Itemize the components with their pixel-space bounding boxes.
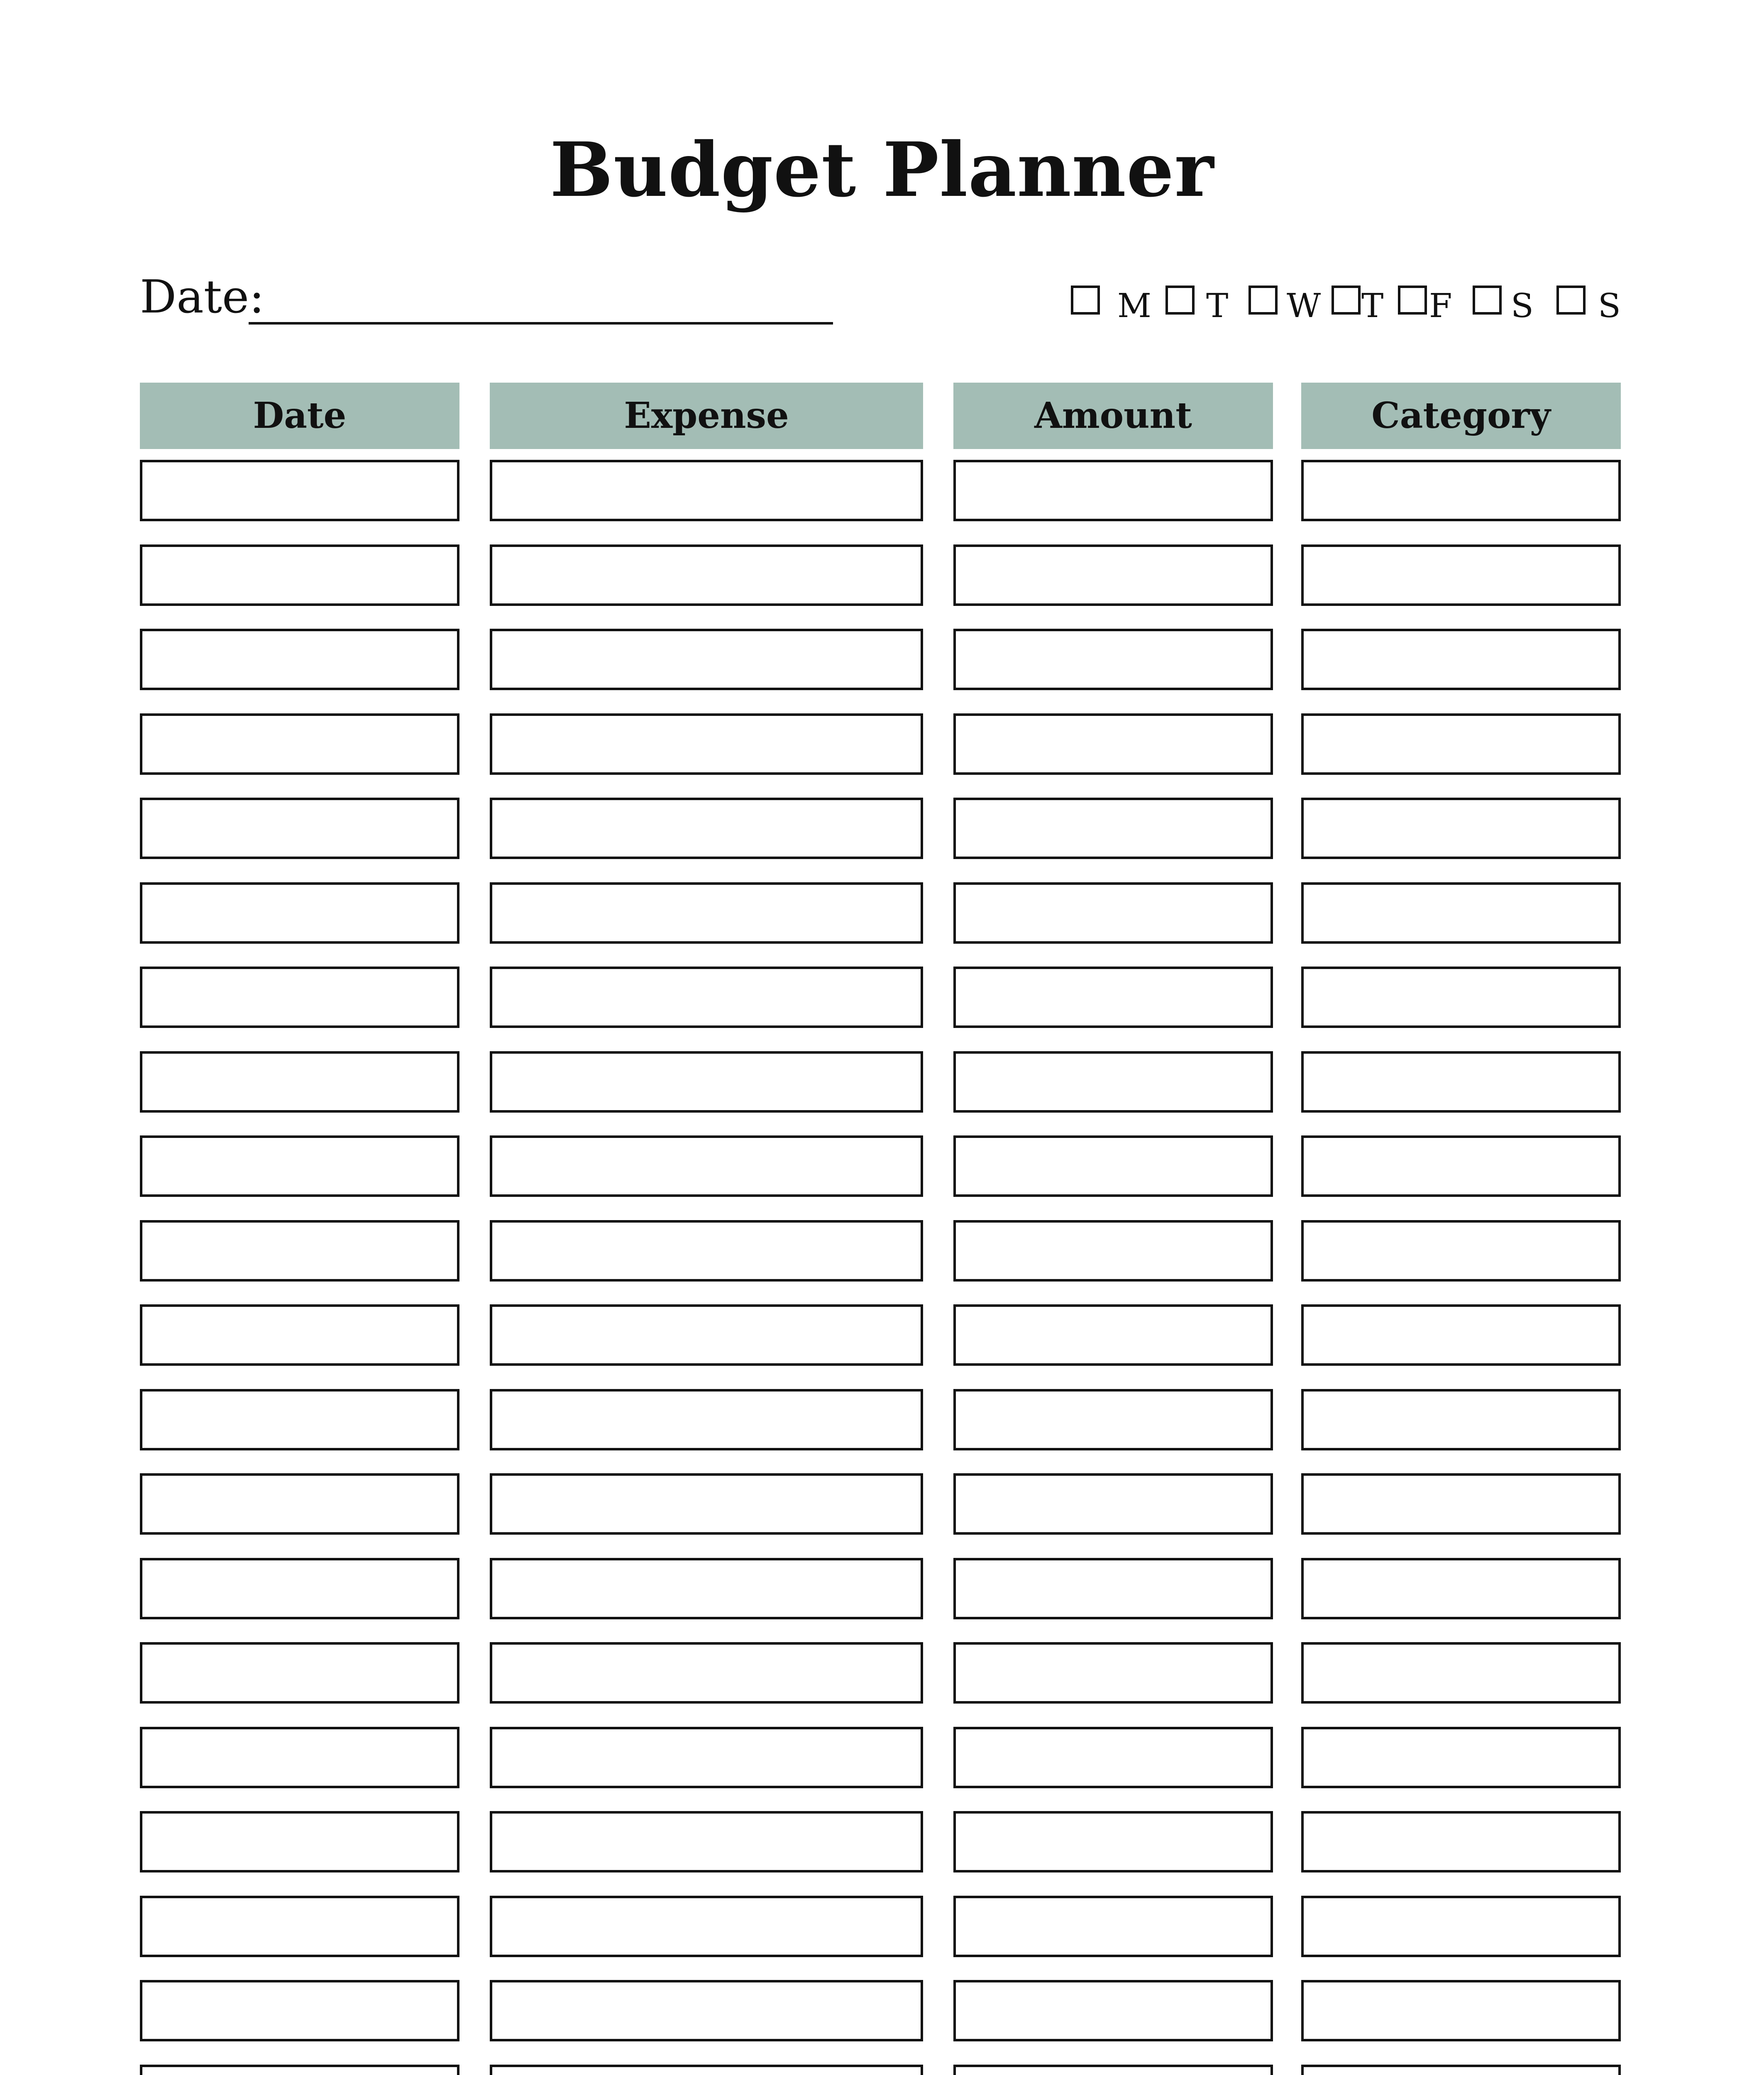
amount-cell[interactable] [953,713,1273,775]
checkbox-icon[interactable] [1332,286,1361,315]
expense-cell[interactable] [490,1896,923,1957]
amount-cell[interactable] [953,798,1273,859]
category-cell[interactable] [1301,1051,1621,1113]
expense-cell[interactable] [490,1304,923,1366]
expense-cell[interactable] [490,1473,923,1535]
category-cell[interactable] [1301,544,1621,606]
date-cell[interactable] [140,967,459,1028]
date-cell[interactable] [140,544,459,606]
date-cell[interactable] [140,1642,459,1704]
date-cell[interactable] [140,1220,459,1282]
expense-cell[interactable] [490,1980,923,2041]
weekday-label: T [1206,286,1229,325]
date-label: Date: [140,270,265,323]
weekday-label: M [1117,286,1151,325]
column-header-date: Date [140,383,459,449]
column-header-category: Category [1301,383,1621,449]
amount-cell[interactable] [953,1051,1273,1113]
amount-cell[interactable] [953,1642,1273,1704]
amount-cell[interactable] [953,1220,1273,1282]
expense-cell[interactable] [490,882,923,944]
date-cell[interactable] [140,2065,459,2075]
checkbox-icon[interactable] [1398,286,1427,315]
checkbox-icon[interactable] [1473,286,1502,315]
category-cell[interactable] [1301,629,1621,690]
weekday-checkboxes [1071,282,1631,332]
expense-cell[interactable] [490,1220,923,1282]
category-cell[interactable] [1301,2065,1621,2075]
expense-cell[interactable] [490,1642,923,1704]
expense-cell[interactable] [490,1811,923,1872]
date-cell[interactable] [140,1051,459,1113]
checkbox-icon[interactable] [1071,286,1100,315]
expense-cell[interactable] [490,544,923,606]
expense-cell[interactable] [490,798,923,859]
amount-cell[interactable] [953,629,1273,690]
category-cell[interactable] [1301,1811,1621,1872]
amount-cell[interactable] [953,1980,1273,2041]
amount-cell[interactable] [953,544,1273,606]
expense-cell[interactable] [490,460,923,521]
amount-cell[interactable] [953,1389,1273,1450]
category-cell[interactable] [1301,1727,1621,1788]
category-cell[interactable] [1301,967,1621,1028]
category-cell[interactable] [1301,1896,1621,1957]
weekday-label: W [1287,286,1321,325]
amount-cell[interactable] [953,1558,1273,1619]
date-cell[interactable] [140,1389,459,1450]
date-input-line[interactable] [249,322,833,325]
amount-cell[interactable] [953,967,1273,1028]
category-cell[interactable] [1301,1473,1621,1535]
date-cell[interactable] [140,798,459,859]
amount-cell[interactable] [953,1896,1273,1957]
date-cell[interactable] [140,1135,459,1197]
category-cell[interactable] [1301,1642,1621,1704]
category-cell[interactable] [1301,798,1621,859]
column-header-amount: Amount [953,383,1273,449]
expense-cell[interactable] [490,1389,923,1450]
expense-cell[interactable] [490,2065,923,2075]
amount-cell[interactable] [953,1811,1273,1872]
column-header-expense: Expense [490,383,923,449]
date-cell[interactable] [140,1304,459,1366]
date-cell[interactable] [140,629,459,690]
category-cell[interactable] [1301,460,1621,521]
category-cell[interactable] [1301,1135,1621,1197]
date-cell[interactable] [140,1980,459,2041]
checkbox-icon[interactable] [1556,286,1586,315]
weekday-label: T [1361,286,1384,325]
checkbox-icon[interactable] [1248,286,1278,315]
date-cell[interactable] [140,882,459,944]
date-cell[interactable] [140,1558,459,1619]
amount-cell[interactable] [953,2065,1273,2075]
date-cell[interactable] [140,1473,459,1535]
date-cell[interactable] [140,713,459,775]
amount-cell[interactable] [953,882,1273,944]
category-cell[interactable] [1301,1220,1621,1282]
category-cell[interactable] [1301,882,1621,944]
amount-cell[interactable] [953,1473,1273,1535]
weekday-label: S [1511,286,1534,325]
category-cell[interactable] [1301,713,1621,775]
amount-cell[interactable] [953,1727,1273,1788]
expense-cell[interactable] [490,1558,923,1619]
category-cell[interactable] [1301,1304,1621,1366]
date-cell[interactable] [140,1896,459,1957]
category-cell[interactable] [1301,1389,1621,1450]
amount-cell[interactable] [953,1304,1273,1366]
date-cell[interactable] [140,1727,459,1788]
weekday-label: S [1598,286,1621,325]
expense-cell[interactable] [490,967,923,1028]
expense-cell[interactable] [490,1727,923,1788]
weekday-label: F [1429,286,1452,325]
expense-cell[interactable] [490,713,923,775]
category-cell[interactable] [1301,1558,1621,1619]
expense-cell[interactable] [490,629,923,690]
amount-cell[interactable] [953,1135,1273,1197]
expense-cell[interactable] [490,1051,923,1113]
date-field-row [140,266,845,328]
page-title: Budget Planner [550,126,1214,214]
date-cell[interactable] [140,460,459,521]
category-cell[interactable] [1301,1980,1621,2041]
date-cell[interactable] [140,1811,459,1872]
expense-cell[interactable] [490,1135,923,1197]
checkbox-icon[interactable] [1165,286,1195,315]
amount-cell[interactable] [953,460,1273,521]
